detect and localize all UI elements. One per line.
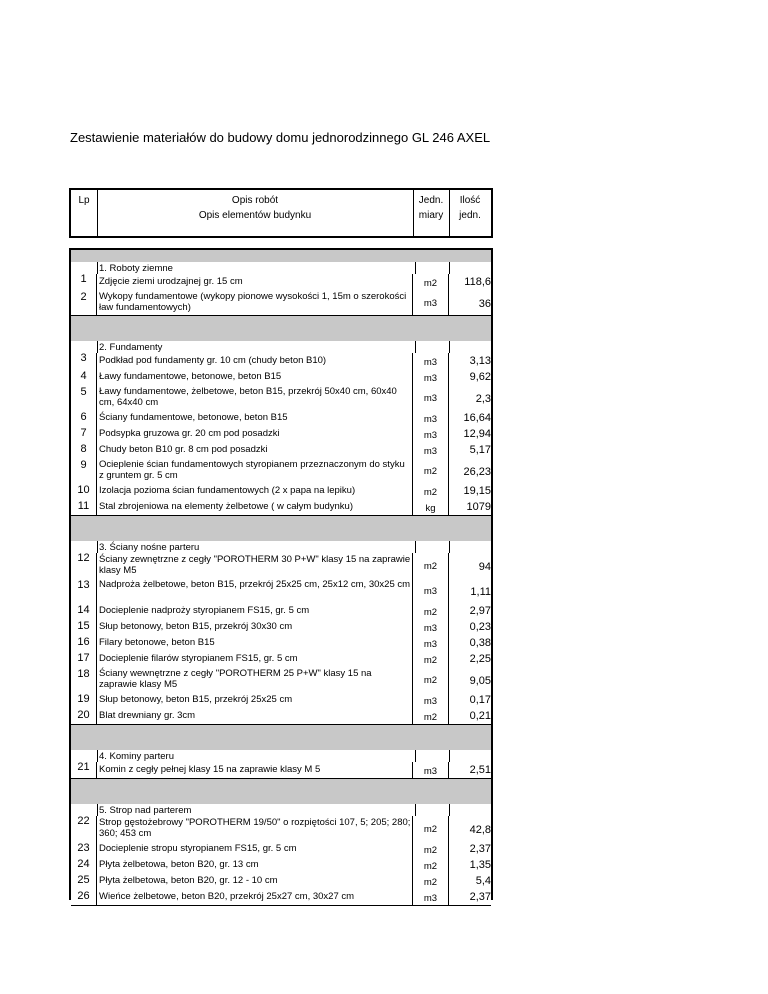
table-row xyxy=(71,857,491,874)
row-number-cell xyxy=(71,857,97,873)
row-number-cell xyxy=(71,816,97,841)
table-row xyxy=(71,692,491,709)
row-unit-cell xyxy=(413,651,449,667)
row-number: 6 xyxy=(80,411,87,423)
row-number-cell xyxy=(71,553,97,578)
table-body xyxy=(69,248,493,904)
row-quantity-cell xyxy=(449,410,491,426)
table-row xyxy=(71,603,491,620)
row-number-cell xyxy=(71,651,97,667)
row-quantity: 2,3 xyxy=(475,393,491,405)
row-description: Ściany wewnętrzne z cegły "POROTHERM 25 P+W" klasy 15 na zaprawie klasy M5 xyxy=(97,667,413,692)
row-unit: m2 xyxy=(423,877,438,888)
row-quantity: 94 xyxy=(478,561,491,573)
row-unit-cell xyxy=(413,762,449,778)
row-quantity-cell xyxy=(449,708,491,724)
row-unit-cell xyxy=(413,458,449,483)
row-unit-cell xyxy=(413,692,449,708)
row-quantity-cell xyxy=(449,692,491,708)
cell xyxy=(413,541,450,553)
row-quantity-cell xyxy=(449,578,491,603)
section-title-row xyxy=(71,750,491,762)
table-row xyxy=(71,499,491,516)
row-unit-cell xyxy=(413,442,449,458)
row-unit-cell xyxy=(413,369,449,385)
row-number: 21 xyxy=(77,761,90,773)
row-unit: m2 xyxy=(423,845,438,856)
row-number-cell xyxy=(71,578,97,603)
cell xyxy=(449,541,492,553)
row-number: 22 xyxy=(77,815,90,827)
row-quantity-cell xyxy=(449,667,491,692)
row-unit-cell xyxy=(413,290,449,315)
row-number-cell xyxy=(71,274,97,290)
row-quantity-cell xyxy=(449,841,491,857)
row-quantity: 42,8 xyxy=(469,824,491,836)
row-unit-cell xyxy=(413,841,449,857)
document-title: Zestawienie materiałów do budowy domu jednorodzinnego GL 246 AXEL xyxy=(70,130,491,145)
row-unit: m3 xyxy=(423,393,438,404)
row-quantity-cell xyxy=(449,553,491,578)
row-quantity-cell xyxy=(449,873,491,889)
row-description: Filary betonowe, beton B15 xyxy=(97,635,413,651)
row-number-cell xyxy=(71,708,97,724)
row-description: Docieplenie stropu styropianem FS15, gr. 5 cm xyxy=(97,841,413,857)
row-description: Chudy beton B10 gr. 8 cm pod posadzki xyxy=(97,442,413,458)
row-quantity: 118,6 xyxy=(464,276,491,288)
row-number-cell xyxy=(71,762,97,778)
row-description: Strop gęstożebrowy "POROTHERM 19/50" o rozpiętości 107, 5; 205; 280; 360; 453 cm xyxy=(97,816,413,841)
row-unit-cell xyxy=(413,578,449,603)
row-unit: m2 xyxy=(423,487,438,498)
table-row xyxy=(71,553,491,579)
row-quantity-cell xyxy=(449,290,491,315)
row-number-cell xyxy=(71,873,97,889)
cell xyxy=(449,750,492,762)
row-number-cell xyxy=(71,442,97,458)
row-unit-cell xyxy=(413,619,449,635)
row-description: Słup betonowy, beton B15, przekrój 30x30 cm xyxy=(97,619,413,635)
row-number-cell xyxy=(71,889,97,905)
row-number-cell xyxy=(71,841,97,857)
row-number: 9 xyxy=(80,459,87,471)
row-quantity-cell xyxy=(449,483,491,499)
row-number: 8 xyxy=(80,443,87,455)
section-title: 5. Strop nad parterem xyxy=(97,804,416,816)
table-row xyxy=(71,841,491,858)
row-quantity: 2,37 xyxy=(469,843,491,855)
row-unit: m3 xyxy=(423,586,438,597)
row-unit: m2 xyxy=(423,278,438,289)
table-row xyxy=(71,889,491,906)
row-number: 16 xyxy=(77,636,90,648)
row-number: 4 xyxy=(80,370,87,382)
row-quantity: 9,05 xyxy=(469,675,491,687)
header-lp-cell xyxy=(71,190,98,236)
row-unit: kg xyxy=(425,503,436,514)
row-unit: m2 xyxy=(423,861,438,872)
row-unit-cell xyxy=(413,667,449,692)
row-unit-cell xyxy=(413,553,449,578)
row-unit-cell xyxy=(413,410,449,426)
row-description: Ściany zewnętrzne z cegły "POROTHERM 30 P+W" klasy 15 na zaprawie klasy M5 xyxy=(97,553,413,578)
table-row xyxy=(71,426,491,443)
table-row xyxy=(71,816,491,842)
row-number-cell xyxy=(71,603,97,619)
row-number: 14 xyxy=(77,604,90,616)
row-number-cell xyxy=(71,369,97,385)
row-quantity: 5,4 xyxy=(475,875,491,887)
table-row xyxy=(71,483,491,500)
row-number-cell xyxy=(71,458,97,483)
header-desc-cell xyxy=(97,190,414,236)
row-quantity: 19,15 xyxy=(463,485,491,497)
row-unit-cell xyxy=(413,816,449,841)
table-row xyxy=(71,651,491,668)
row-unit-cell xyxy=(413,483,449,499)
row-number-cell xyxy=(71,290,97,315)
row-unit: m3 xyxy=(423,298,438,309)
header-unit-line2: miary xyxy=(418,210,444,221)
table-row xyxy=(71,635,491,652)
cell xyxy=(413,750,450,762)
row-number: 5 xyxy=(80,386,87,398)
row-quantity: 0,38 xyxy=(469,637,491,649)
row-quantity: 5,17 xyxy=(469,444,491,456)
header-qty-cell xyxy=(449,190,491,236)
row-unit-cell xyxy=(413,603,449,619)
row-unit-cell xyxy=(413,635,449,651)
row-quantity: 36 xyxy=(478,298,491,310)
row-quantity-cell xyxy=(449,442,491,458)
row-quantity-cell xyxy=(449,353,491,369)
row-quantity-cell xyxy=(449,603,491,619)
header-lp: Lp xyxy=(78,195,90,206)
table-row xyxy=(71,274,491,291)
section-title-row xyxy=(71,804,491,816)
header-unit-cell xyxy=(413,190,450,236)
row-quantity-cell xyxy=(449,619,491,635)
row-quantity-cell xyxy=(449,762,491,778)
row-number-cell xyxy=(71,667,97,692)
row-number: 23 xyxy=(77,842,90,854)
section-title: 2. Fundamenty xyxy=(97,341,416,353)
row-quantity: 3,13 xyxy=(469,355,491,367)
table-row xyxy=(71,353,491,370)
row-description: Docieplenie nadproży styropianem FS15, gr. 5 cm xyxy=(97,603,413,619)
row-unit-cell xyxy=(413,426,449,442)
row-unit: m3 xyxy=(423,766,438,777)
row-unit: m3 xyxy=(423,893,438,904)
row-description: Ściany fundamentowe, betonowe, beton B15 xyxy=(97,410,413,426)
row-unit: m2 xyxy=(423,561,438,572)
row-number-cell xyxy=(71,385,97,410)
row-unit-cell xyxy=(413,385,449,410)
row-description: Ocieplenie ścian fundamentowych styropianem przeznaczonym do styku z gruntem gr. 5 cm xyxy=(97,458,413,483)
row-unit: m3 xyxy=(423,430,438,441)
row-quantity: 1079 xyxy=(466,501,491,513)
section-title: 3. Ściany nośne parteru xyxy=(97,541,416,553)
row-number-cell xyxy=(71,483,97,499)
row-unit-cell xyxy=(413,274,449,290)
row-number: 2 xyxy=(80,291,87,303)
row-description: Komin z cegły pełnej klasy 15 na zaprawie klasy M 5 xyxy=(97,762,413,778)
section-title: 4. Kominy parteru xyxy=(97,750,416,762)
table-row xyxy=(71,873,491,890)
row-number: 3 xyxy=(80,352,87,364)
row-quantity-cell xyxy=(449,426,491,442)
cell xyxy=(413,341,450,353)
row-number: 11 xyxy=(77,500,90,512)
row-description: Ławy fundamentowe, żelbetowe, beton B15, przekrój 50x40 cm, 60x40 cm, 64x40 cm xyxy=(97,385,413,410)
row-description: Płyta żelbetowa, beton B20, gr. 12 - 10 cm xyxy=(97,873,413,889)
row-unit: m3 xyxy=(423,414,438,425)
row-unit: m3 xyxy=(423,623,438,634)
row-quantity-cell xyxy=(449,816,491,841)
cell xyxy=(449,262,492,274)
row-description: Podkład pod fundamenty gr. 10 cm (chudy beton B10) xyxy=(97,353,413,369)
row-unit-cell xyxy=(413,889,449,905)
table-row xyxy=(71,762,491,779)
row-quantity-cell xyxy=(449,889,491,905)
row-quantity-cell xyxy=(449,635,491,651)
row-description: Docieplenie filarów styropianem FS15, gr. 5 cm xyxy=(97,651,413,667)
row-unit: m3 xyxy=(423,357,438,368)
section-title-row xyxy=(71,541,491,553)
row-quantity: 2,37 xyxy=(469,891,491,903)
row-number: 10 xyxy=(77,484,90,496)
row-quantity: 2,97 xyxy=(469,605,491,617)
row-quantity: 1,35 xyxy=(469,859,491,871)
table-row xyxy=(71,410,491,427)
header-qty-line2: jedn. xyxy=(459,210,481,221)
row-number: 17 xyxy=(77,652,90,664)
table-row xyxy=(71,369,491,386)
table-row xyxy=(71,619,491,636)
row-description: Stal zbrojeniowa na elementy żelbetowe ( w całym budynku) xyxy=(97,499,413,515)
cell xyxy=(413,262,450,274)
row-quantity-cell xyxy=(449,499,491,515)
row-number: 18 xyxy=(77,668,90,680)
header-desc-line1: Opis robót xyxy=(231,195,279,206)
row-quantity-cell xyxy=(449,274,491,290)
table-row xyxy=(71,667,491,693)
row-quantity: 26,23 xyxy=(463,466,491,478)
row-quantity: 0,23 xyxy=(469,621,491,633)
table-row xyxy=(71,458,491,484)
row-unit: m3 xyxy=(423,446,438,457)
row-number-cell xyxy=(71,692,97,708)
row-quantity: 0,17 xyxy=(469,694,491,706)
row-unit: m3 xyxy=(423,639,438,650)
row-quantity: 1,11 xyxy=(470,586,491,598)
row-quantity: 2,25 xyxy=(469,653,491,665)
row-description: Izolacja pozioma ścian fundamentowych (2 x papa na lepiku) xyxy=(97,483,413,499)
section-title-row xyxy=(71,262,491,274)
row-quantity-cell xyxy=(449,385,491,410)
cell xyxy=(449,341,492,353)
row-number: 1 xyxy=(80,273,87,285)
row-unit: m3 xyxy=(423,373,438,384)
row-number: 12 xyxy=(77,552,90,564)
row-unit-cell xyxy=(413,499,449,515)
row-unit-cell xyxy=(413,857,449,873)
row-quantity-cell xyxy=(449,369,491,385)
row-description: Wieńce żelbetowe, beton B20, przekrój 25x27 cm, 30x27 cm xyxy=(97,889,413,905)
row-description: Blat drewniany gr. 3cm xyxy=(97,708,413,724)
row-number: 7 xyxy=(80,427,87,439)
row-quantity: 9,62 xyxy=(469,371,491,383)
header-qty-line1: Ilość xyxy=(459,195,481,206)
row-unit-cell xyxy=(413,353,449,369)
row-unit-cell xyxy=(413,873,449,889)
section-title-row xyxy=(71,341,491,353)
cell xyxy=(449,804,492,816)
row-quantity: 0,21 xyxy=(469,710,491,722)
row-quantity-cell xyxy=(449,651,491,667)
row-number: 25 xyxy=(77,874,90,886)
row-number: 13 xyxy=(77,579,90,591)
row-number: 19 xyxy=(77,693,90,705)
row-unit: m2 xyxy=(423,655,438,666)
row-quantity-cell xyxy=(449,857,491,873)
row-description: Zdjęcie ziemi urodzajnej gr. 15 cm xyxy=(97,274,413,290)
row-number-cell xyxy=(71,426,97,442)
row-unit: m2 xyxy=(423,466,438,477)
row-unit: m2 xyxy=(423,824,438,835)
header-desc-line2: Opis elementów budynku xyxy=(198,210,312,221)
table-row xyxy=(71,290,491,316)
row-description: Słup betonowy, beton B15, przekrój 25x25 cm xyxy=(97,692,413,708)
row-description: Ławy fundamentowe, betonowe, beton B15 xyxy=(97,369,413,385)
header-unit-line1: Jedn. xyxy=(418,195,444,206)
row-number: 15 xyxy=(77,620,90,632)
row-number-cell xyxy=(71,410,97,426)
row-quantity: 12,94 xyxy=(463,428,491,440)
row-unit: m2 xyxy=(423,712,438,723)
row-number-cell xyxy=(71,499,97,515)
table-header xyxy=(69,188,493,238)
cell xyxy=(413,804,450,816)
row-quantity-cell xyxy=(449,458,491,483)
row-number-cell xyxy=(71,353,97,369)
row-number: 26 xyxy=(77,890,90,902)
row-unit: m3 xyxy=(423,696,438,707)
row-number-cell xyxy=(71,619,97,635)
table-row xyxy=(71,578,491,604)
row-description: Nadproża żelbetowe, beton B15, przekrój 25x25 cm, 25x12 cm, 30x25 cm xyxy=(97,578,413,603)
row-quantity: 16,64 xyxy=(463,412,491,424)
row-unit: m2 xyxy=(423,675,438,686)
row-unit: m2 xyxy=(423,607,438,618)
row-description: Wykopy fundamentowe (wykopy pionowe wysokości 1, 15m o szerokości ław fundamentowych) xyxy=(97,290,413,315)
table-row xyxy=(71,385,491,411)
section-title: 1. Roboty ziemne xyxy=(97,262,416,274)
table-row xyxy=(71,442,491,459)
row-unit-cell xyxy=(413,708,449,724)
row-number-cell xyxy=(71,635,97,651)
row-number: 24 xyxy=(77,858,90,870)
row-description: Podsypka gruzowa gr. 20 cm pod posadzki xyxy=(97,426,413,442)
row-quantity: 2,51 xyxy=(469,764,491,776)
table-row xyxy=(71,708,491,725)
row-description: Płyta żelbetowa, beton B20, gr. 13 cm xyxy=(97,857,413,873)
row-number: 20 xyxy=(77,709,90,721)
